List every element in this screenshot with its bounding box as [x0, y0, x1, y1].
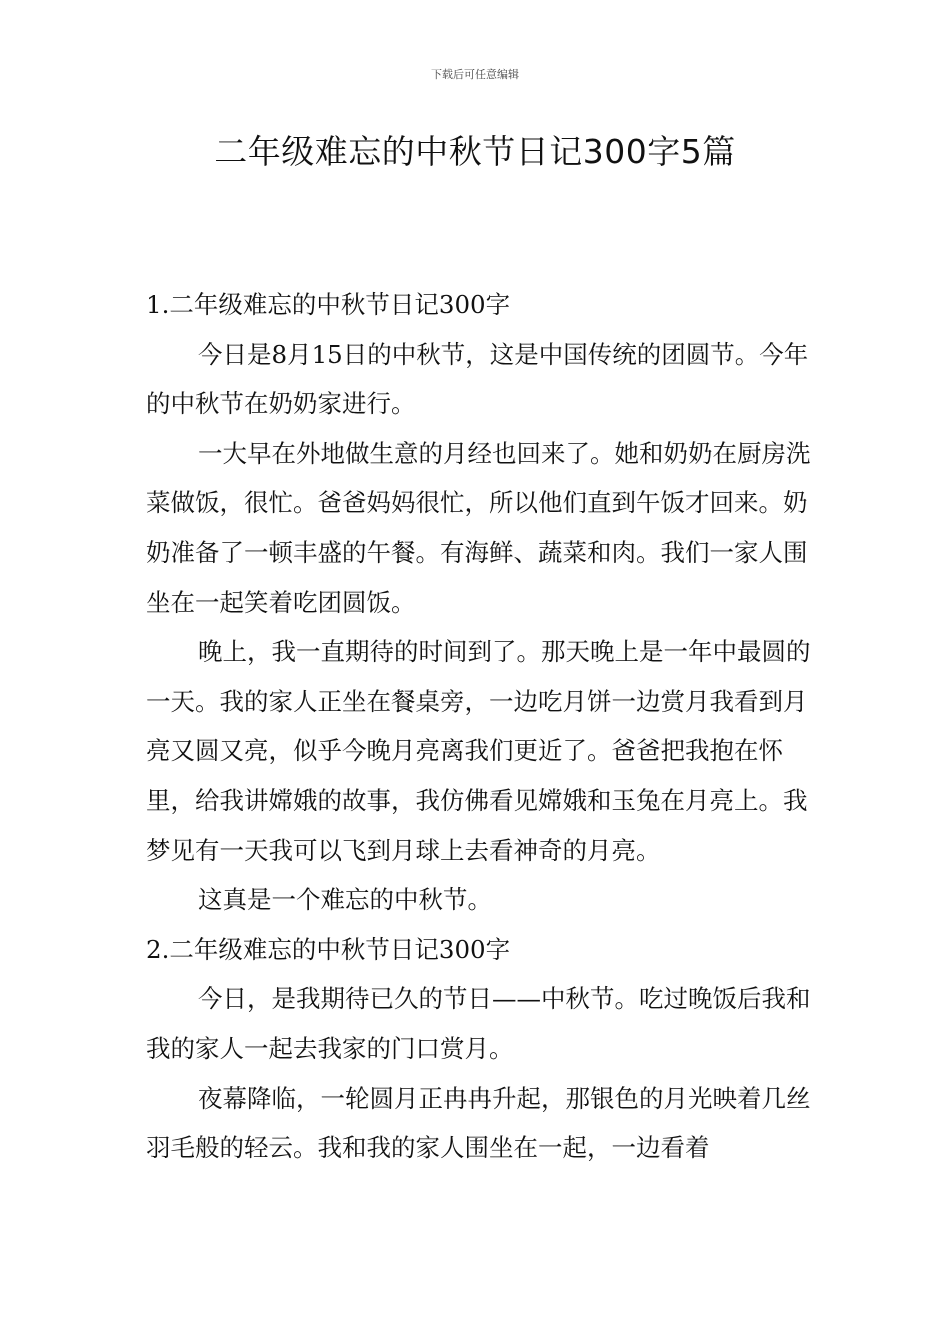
header-note: 下载后可任意编辑 [431, 68, 519, 81]
document-body [146, 280, 811, 1173]
paragraph: 今日，是我期待已久的节日——中秋节。吃过晚饭后我和我的家人一起去我家的门口赏月。 [146, 984, 811, 1063]
section-heading: 2.二年级难忘的中秋节日记300字 [146, 934, 511, 964]
paragraph: 一大早在外地做生意的月经也回来了。她和奶奶在厨房洗菜做饭，很忙。爸爸妈妈很忙，所以他们直到午饭才回来。奶奶准备了一顿丰盛的午餐。有海鲜、蔬菜和肉。我们一家人围坐在一起笑着吃团圆饭。 [146, 438, 811, 617]
paragraph: 夜幕降临，一轮圆月正冉冉升起，那银色的月光映着几丝羽毛般的轻云。我和我的家人围坐在一起，一边看着 [146, 1083, 811, 1163]
paragraph: 晚上，我一直期待的时间到了。那天晚上是一年中最圆的一天。我的家人正坐在餐桌旁，一边吃月饼一边赏月我看到月亮又圆又亮，似乎今晚月亮离我们更近了。爸爸把我抱在怀里，给我讲嫦娥的故事，我仿佛看见嫦娥和玉兔在月亮上。我梦见有一天我可以飞到月球上去看神奇的月亮。 [146, 637, 811, 865]
paragraph: 今日是8月15日的中秋节，这是中国传统的团圆节。今年的中秋节在奶奶家进行。 [146, 339, 809, 419]
paragraph: 这真是一个难忘的中秋节。 [198, 885, 492, 915]
section-heading: 1.二年级难忘的中秋节日记300字 [146, 290, 511, 319]
document-title: 二年级难忘的中秋节日记300字5篇 [214, 132, 736, 171]
